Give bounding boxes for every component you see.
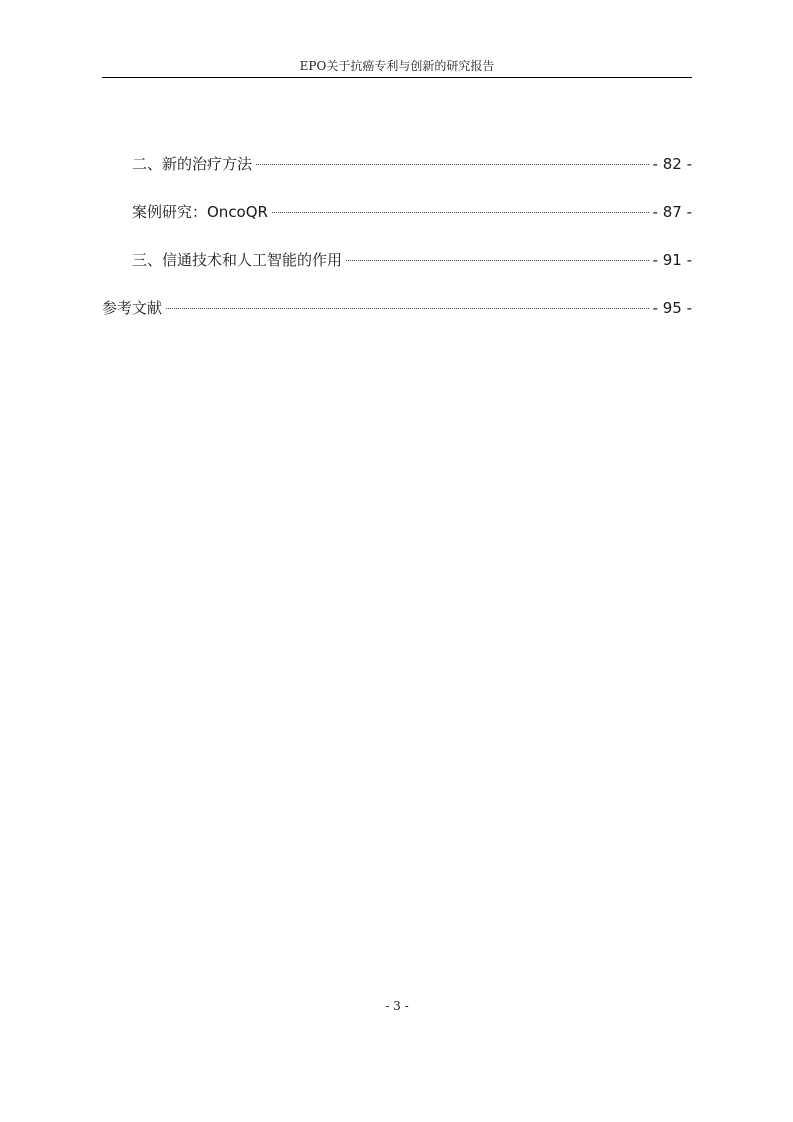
toc-dot-leader <box>346 260 649 261</box>
toc-dot-leader <box>256 164 649 165</box>
toc-entry-page: - 95 - <box>652 299 692 317</box>
header-divider <box>102 77 692 78</box>
toc-entry-title: 三、信通技术和人工智能的作用 <box>132 251 343 269</box>
toc-entry-new-treatments[interactable] <box>102 150 692 198</box>
toc-entry-page: - 82 - <box>652 155 692 173</box>
toc-entry-page: - 91 - <box>652 251 692 269</box>
toc-dot-leader <box>272 212 649 213</box>
toc-entry-ict-ai[interactable] <box>102 246 692 294</box>
table-of-contents <box>102 150 692 342</box>
toc-entry-references[interactable] <box>102 294 692 342</box>
toc-dot-leader <box>166 308 649 309</box>
toc-entry-title: 二、新的治疗方法 <box>132 155 253 173</box>
page-number: - 3 - <box>385 999 409 1013</box>
page-header-title: EPO关于抗癌专利与创新的研究报告 <box>299 59 495 73</box>
toc-entry-title: 参考文献 <box>102 299 163 317</box>
toc-entry-page: - 87 - <box>652 203 692 221</box>
toc-entry-title: 案例研究：OncoQR <box>132 203 268 221</box>
toc-entry-case-study[interactable] <box>102 198 692 246</box>
